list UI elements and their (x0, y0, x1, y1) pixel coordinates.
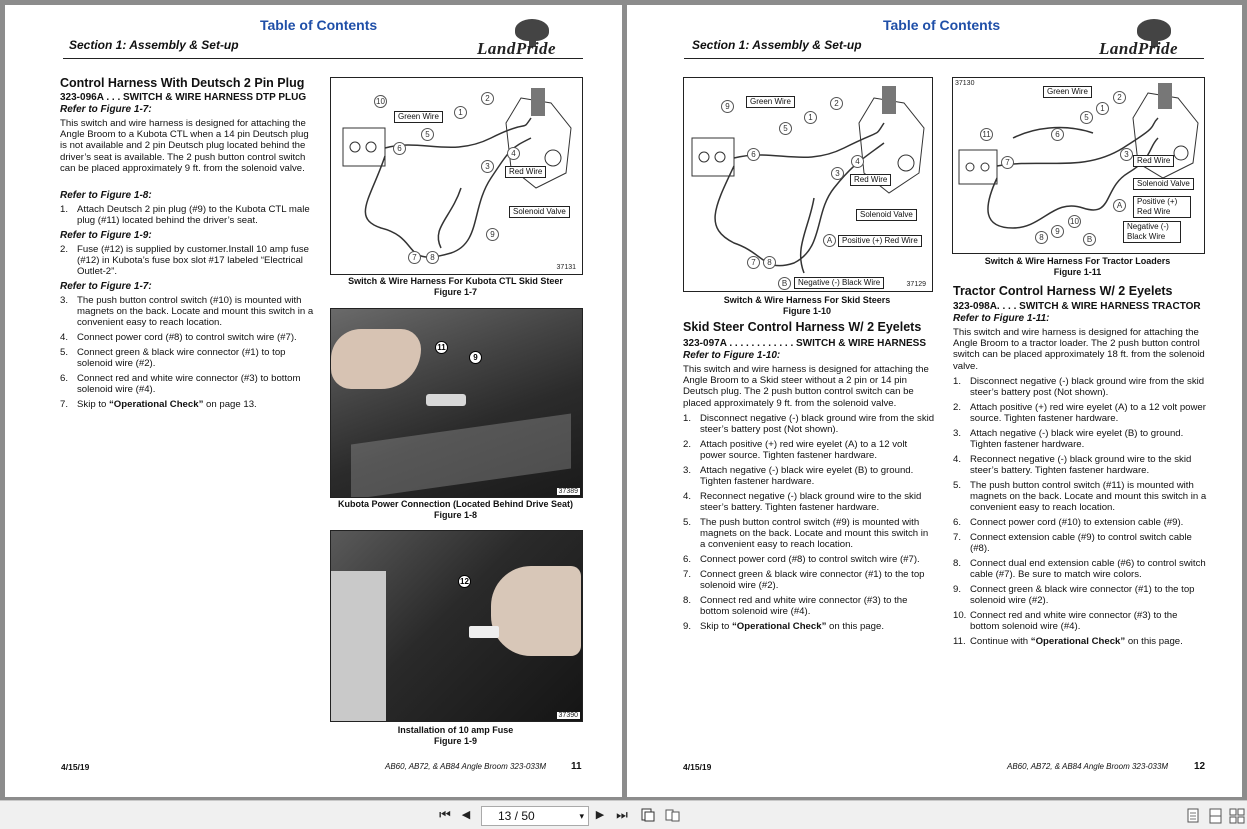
label-green-wire: Green Wire (394, 111, 443, 123)
callout-9: 9 (1051, 225, 1064, 238)
caption-1-7: Switch & Wire Harness For Kubota CTL Skid Steer Figure 1-7 (348, 276, 563, 297)
callout-2: 2 (1113, 91, 1126, 104)
callout-7: 7 (408, 251, 421, 264)
fit-width-icon[interactable] (664, 807, 680, 823)
callout-1: 1 (454, 106, 467, 119)
label-solenoid-valve: Solenoid Valve (856, 209, 917, 221)
callout-4: 4 (507, 147, 520, 160)
left-ref-3: Refer to Figure 1-9: (60, 230, 152, 241)
label-green-wire: Green Wire (746, 96, 795, 108)
single-page-view-icon[interactable] (1186, 808, 1200, 824)
continuous-view-icon[interactable] (1208, 808, 1224, 824)
figure-1-10 (683, 77, 933, 292)
plug-shape (426, 394, 466, 406)
callout-3: 3 (1120, 148, 1133, 161)
fit-page-icon[interactable] (640, 807, 656, 823)
skid-steer-part-code: 323-097A . . . . . . . . . . . . SWITCH & WIRE HARNESS (683, 338, 927, 349)
left-ref-1: Refer to Figure 1-7: (60, 104, 152, 115)
callout-5: 5 (421, 128, 434, 141)
callout-6: 6 (1051, 128, 1064, 141)
label-red-wire: Red Wire (505, 166, 546, 178)
footer-date-left: 4/15/19 (61, 762, 90, 772)
label-negative-wire: Negative (-) Black Wire (1123, 221, 1181, 243)
caption-1-11: Switch & Wire Harness For Tractor Loaders Figure 1-11 (984, 256, 1171, 277)
figure-1-8-photo (330, 308, 583, 498)
callout-9: 9 (721, 100, 734, 113)
prev-page-icon[interactable]: ◀ (461, 809, 471, 821)
section-title-right: Section 1: Assembly & Set-up (692, 38, 862, 52)
page-number-select[interactable]: 13 / 50 ▾ (481, 806, 589, 826)
figure-id: 37390 (558, 712, 578, 719)
right-page: Table of Contents Section 1: Assembly & Set-up LandPride 9 2 1 5 6 4 3 A 7 8 B Green Wire Red Wire Solenoid Valve Positive (+) Red Wire Negative (-) Black Wire 37129 Switch & Wire Harness For Skid Steers Figure 1-10 37130 2 1 5 11 6 7 3 A 10 9 8 B Green Wire Red Wire Solenoid Valve Positive (+) Red Wire Negative (-) Black Wire Switch & Wire Harness For Tractor Loaders Figure 1-11 Skid Steer Control Harness W/ 2 Eyelets 323-097A . . . . . . . . . . . . SWITCH & WIRE HARNESS Refer to Figure 1-10: This switch and wire harness is designed for attaching the Angle Broom to a Skid steer without a 2 pin or 14 pin Deutsch plug. The 2 push button control switch can be placed approximately 9 ft. from the solenoid valve. 1. Disconnect negative (-) black ground wire from the skid steer’s battery post (Not shown). 2. Attach positive (+) red wire eyelet (A) to a 12 volt power source. Tighten fastener hardware. 3. Attach negative (-) black wire eyelet (B) to ground. Tighten fastener hardware. 4. Reconnect negative (-) black ground wire to the skid steer’s battery. Tighten fastener hardware. 5. The push button control switch (#9) is mounted with magnets on the back. Locate and mount this switch in a convenient easy to reach location. 6. Connect power cord (#8) to control switch wire (#7). 7. Connect green & black wire connector (#1) to the top solenoid wire (#2). 8. Connect red and white wire connector (#3) to the bottom solenoid wire (#4). 9. Skip to “Operational Check” on this page. Tractor Control Harness W/ 2 Eyelets 323-098A. . . . SWITCH & WIRE HARNESS TRACTOR Refer to Figure 1-11: This switch and wire harness is designed for attaching the Angle Broom to a tractor loader. The 2 push button control switch can be placed approximately 18 ft. from the solenoid valve. 1. Disconnect negative (-) black ground wire from the skid steer’s battery post (Not shown). 2. Attach positive (+) red wire eyelet (A) to a 12 volt power source. Tighten fastener hardware. 3. Attach negative (-) black wire eyelet (B) to ground. Tighten fastener hardware. 4. Reconnect negative (-) black ground wire to the skid steer’s battery. Tighten fastener hardware. 5. The push button control switch (#11) is mounted with magnets on the back. Locate and mount this switch in a convenient easy to reach location. 6. Connect power cord (#10) to extension cable (#9). 7. Connect extension cable (#9) to control switch cable (#8). 8. Connect dual end extension cable (#6) to control switch cable (#7). Be sure to match wire colors. 9. Connect green & black wire connector (#1) to the top solenoid wire (#2). 10. Connect red and white wire connector (#3) to the bottom solenoid wire (#4). 11. Continue with “Operational Check” on this page. 4/15/19 AB60, AB72, & AB84 Angle Broom 323-033M 12 (627, 5, 1242, 797)
tractor-ref: Refer to Figure 1-11: (953, 313, 1050, 324)
toc-title-right[interactable]: Table of Contents (883, 17, 1001, 33)
landpride-logo-left: LandPride (477, 19, 587, 61)
callout-2: 2 (830, 97, 843, 110)
label-green-wire: Green Wire (1043, 86, 1092, 98)
next-page-icon[interactable]: ▶ (595, 809, 605, 821)
left-paragraph: This switch and wire harness is designed for attaching the Angle Broom to a Kubota CTL when a 14 pin Deutsch plug is not available and 2 pin Deutsch plug located behind the driver’s seat is available. The 2 push button control switch can be placed approximately 9 ft. from the solenoid valve. (60, 118, 309, 174)
tractor-heading: Tractor Control Harness W/ 2 Eyelets (953, 284, 1173, 298)
tractor-paragraph: This switch and wire harness is designed for attaching the Angle Broom to a tractor loader. The 2 push button control switch can be placed approximately 18 ft. from the solenoid valve. (953, 327, 1205, 372)
left-section-heading: Control Harness With Deutsch 2 Pin Plug (60, 76, 305, 90)
toc-title-left[interactable]: Table of Contents (260, 17, 378, 33)
callout-7: 7 (1001, 156, 1014, 169)
callout-10: 10 (374, 95, 387, 108)
hand-shape (491, 566, 581, 656)
two-page-view-icon[interactable] (1229, 808, 1245, 824)
figure-id: 37130 (955, 80, 975, 87)
pdf-viewer-toolbar (0, 800, 1247, 829)
caption-1-9: Installation of 10 amp Fuse Figure 1-9 (397, 725, 514, 746)
figure-1-11 (952, 77, 1205, 254)
label-negative-wire: Negative (-) Black Wire (794, 277, 884, 289)
figure-id: 37129 (906, 281, 926, 288)
chevron-down-icon: ▾ (579, 811, 584, 821)
callout-12: 12 (458, 575, 471, 588)
skid-steer-heading: Skid Steer Control Harness W/ 2 Eyelets (683, 320, 922, 334)
figure-1-7 (330, 77, 583, 275)
callout-6: 6 (747, 148, 760, 161)
section-title-left: Section 1: Assembly & Set-up (69, 38, 239, 52)
callout-A: A (1113, 199, 1126, 212)
callout-10: 10 (1068, 215, 1081, 228)
caption-1-10: Switch & Wire Harness For Skid Steers Figure 1-10 (723, 295, 891, 316)
callout-5: 5 (779, 122, 792, 135)
callout-11: 11 (435, 341, 448, 354)
callout-3: 3 (831, 167, 844, 180)
header-rule (63, 58, 583, 59)
label-red-wire: Red Wire (850, 174, 891, 186)
callout-9-photo: 9 (469, 351, 482, 364)
left-part-code: 323-096A . . . SWITCH & WIRE HARNESS DTP PLUG (60, 92, 307, 103)
figure-id: 37131 (556, 264, 576, 271)
footer-doc-right: AB60, AB72, & AB84 Angle Broom 323-033M (1007, 762, 1168, 771)
label-solenoid-valve: Solenoid Valve (509, 206, 570, 218)
footer-page-left: 11 (571, 761, 582, 772)
panel-shape (331, 571, 386, 721)
fuse-shape (469, 626, 499, 638)
callout-6: 6 (393, 142, 406, 155)
skid-steer-ref: Refer to Figure 1-10: (683, 350, 781, 361)
footer-date-right: 4/15/19 (683, 762, 712, 772)
callout-1: 1 (804, 111, 817, 124)
caption-1-8: Kubota Power Connection (Located Behind Drive Seat) Figure 1-8 (337, 499, 574, 520)
landpride-logo-right: LandPride (1099, 19, 1209, 61)
left-ref-2: Refer to Figure 1-8: (60, 190, 152, 201)
callout-9: 9 (486, 228, 499, 241)
callout-11: 11 (980, 128, 993, 141)
callout-A: A (823, 234, 836, 247)
callout-8: 8 (763, 256, 776, 269)
figure-1-9-photo (330, 530, 583, 722)
skid-steer-paragraph: This switch and wire harness is designed for attaching the Angle Broom to a Skid steer without a 2 pin or 14 pin Deutsch plug. The 2 push button control switch can be placed approximately 9 ft. from the solenoid valve. (683, 364, 929, 409)
callout-5: 5 (1080, 111, 1093, 124)
callout-3: 3 (481, 160, 494, 173)
figure-id: 37389 (558, 488, 578, 495)
footer-doc-left: AB60, AB72, & AB84 Angle Broom 323-033M (385, 762, 546, 771)
footer-page-right: 12 (1194, 761, 1206, 772)
callout-8: 8 (1035, 231, 1048, 244)
label-positive-wire: Positive (+) Red Wire (838, 235, 922, 247)
callout-8: 8 (426, 251, 439, 264)
hand-shape (331, 329, 421, 389)
left-page: Table of Contents Section 1: Assembly & Set-up LandPride Control Harness With Deutsch 2 Pin Plug 323-096A . . . SWITCH & WIRE HARNESS DTP PLUG Refer to Figure 1-7: This switch and wire harness is designed for attaching the Angle Broom to a Kubota CTL when a 14 pin Deutsch plug is not available and 2 pin Deutsch plug located behind the driver’s seat is available. The 2 push button control switch can be placed approximately 9 ft. from the solenoid valve. Refer to Figure 1-8: 1. Attach Deutsch 2 pin plug (#9) to the Kubota CTL male plug (#11) located behind the driver’s seat. Refer to Figure 1-9: 2. Fuse (#12) is supplied by customer.Install 10 amp fuse (#12) in Kubota’s fuse box slot #17 labeled “Electrical Outlet-2”. Refer to Figure 1-7: 3. The push button control switch (#10) is mounted with magnets on the back. Locate and mount this switch in a convenient easy to reach location. 4. Connect power cord (#8) to control switch wire (#7). 5. Connect green & black wire connector (#1) to top solenoid wire (#2). 6. Connect red and white wire connector (#3) to bottom solenoid wire (#4). 7. Skip to “Operational Check” on page 13. 10 1 2 5 6 4 3 9 7 8 Green Wire Red Wire Solenoid Valve 37131 Switch & Wire Harness For Kubota CTL Skid Steer Figure 1-7 11 9 37389 Kubota Power Connection (Located Behind Drive Seat) Figure 1-8 12 37390 Installation of 10 amp Fuse Figure 1-9 4/15/19 AB60, AB72, & AB84 Angle Broom 323-033M 11 (5, 5, 622, 797)
label-solenoid-valve: Solenoid Valve (1133, 178, 1194, 190)
callout-4: 4 (851, 155, 864, 168)
label-red-wire: Red Wire (1133, 155, 1174, 167)
label-positive-wire: Positive (+) Red Wire (1133, 196, 1191, 218)
header-rule (684, 58, 1204, 59)
callout-B: B (778, 277, 791, 290)
callout-B: B (1083, 233, 1096, 246)
callout-1: 1 (1096, 102, 1109, 115)
left-ref-4: Refer to Figure 1-7: (60, 281, 152, 292)
callout-7: 7 (747, 256, 760, 269)
callout-2: 2 (481, 92, 494, 105)
tractor-part-code: 323-098A. . . . SWITCH & WIRE HARNESS TRACTOR (953, 301, 1201, 312)
first-page-icon[interactable]: ⏮ (439, 807, 451, 822)
last-page-icon[interactable]: ⏭ (616, 807, 628, 822)
